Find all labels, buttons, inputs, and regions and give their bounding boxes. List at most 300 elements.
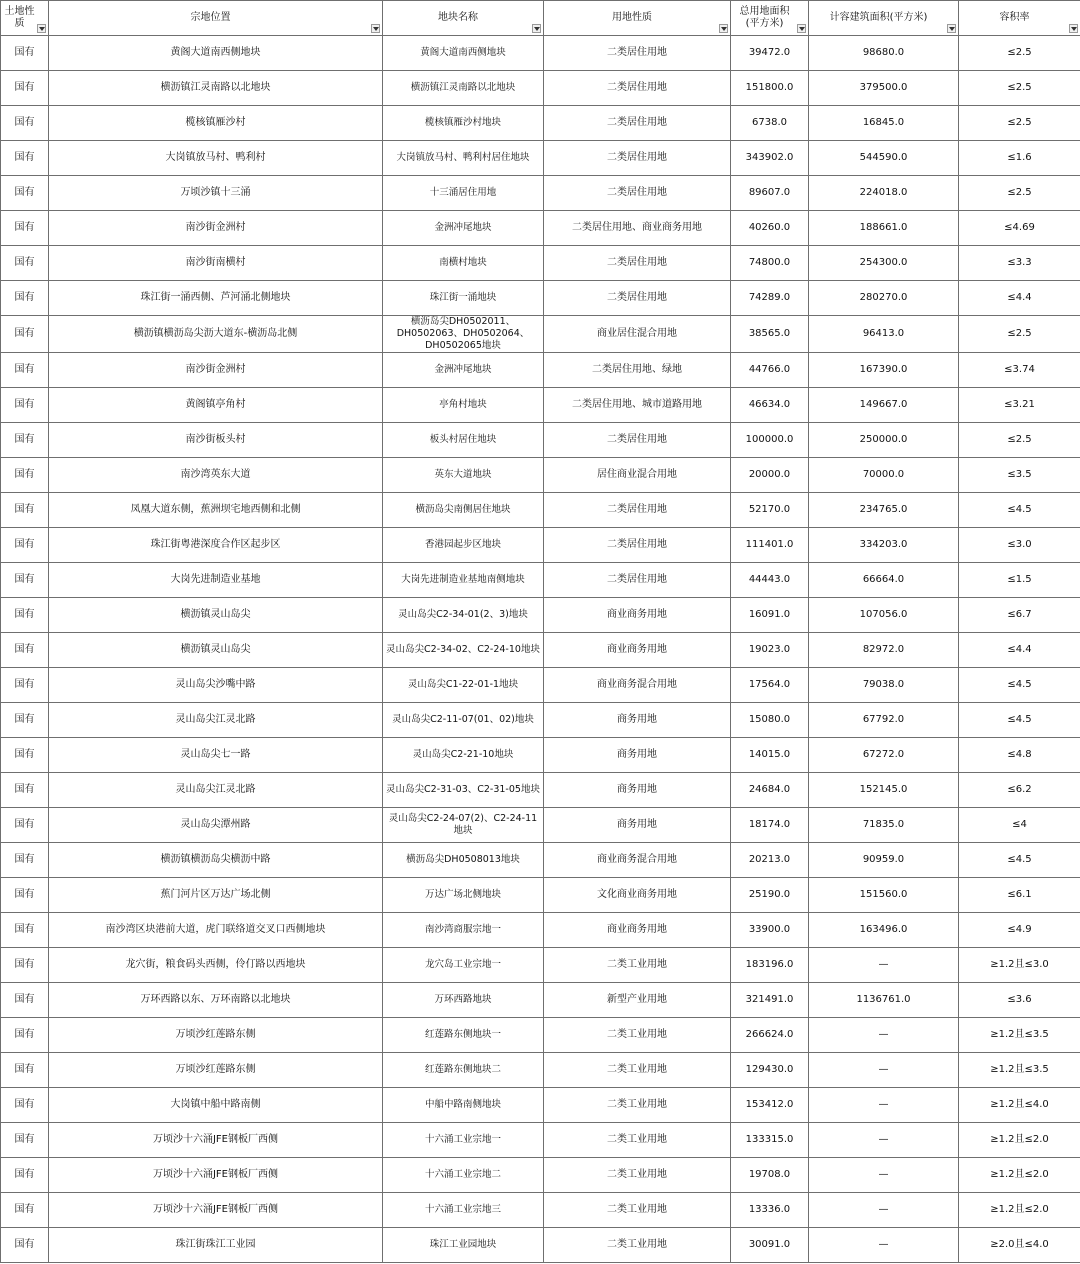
cell-land-use: 二类居住用地、商业商务用地 (544, 211, 731, 246)
header-plot-area (809, 1, 959, 36)
cell-land-nature: 国有 (1, 36, 49, 71)
table-row (1, 773, 1080, 808)
cell-total-area: 15080.0 (731, 703, 809, 738)
table-row (1, 983, 1080, 1018)
cell-parcel-location: 万顷沙十六涌JFE钢板厂西侧 (49, 1123, 383, 1158)
cell-total-area: 19023.0 (731, 633, 809, 668)
cell-parcel-name: 灵山岛尖C2-11-07(01、02)地块 (383, 703, 544, 738)
cell-total-area: 44766.0 (731, 353, 809, 388)
cell-plot-ratio: ≤4 (959, 808, 1080, 843)
cell-land-use: 二类居住用地 (544, 493, 731, 528)
cell-parcel-location: 灵山岛尖潭州路 (49, 808, 383, 843)
table-row (1, 316, 1080, 353)
cell-land-use: 二类居住用地 (544, 141, 731, 176)
cell-plot-ratio: ≤1.5 (959, 563, 1080, 598)
cell-plot-area: 167390.0 (809, 353, 959, 388)
table-row (1, 633, 1080, 668)
cell-total-area: 13336.0 (731, 1193, 809, 1228)
cell-land-nature: 国有 (1, 246, 49, 281)
cell-plot-ratio: ≤6.7 (959, 598, 1080, 633)
cell-plot-area: 71835.0 (809, 808, 959, 843)
cell-plot-area: 70000.0 (809, 458, 959, 493)
cell-parcel-location: 黄阁大道南西侧地块 (49, 36, 383, 71)
cell-land-use: 商务用地 (544, 703, 731, 738)
cell-parcel-location: 南沙街金洲村 (49, 353, 383, 388)
cell-plot-area: 66664.0 (809, 563, 959, 598)
cell-parcel-location: 灵山岛尖江灵北路 (49, 773, 383, 808)
cell-plot-ratio: ≤2.5 (959, 36, 1080, 71)
table-row (1, 1158, 1080, 1193)
table-row (1, 703, 1080, 738)
cell-plot-ratio: ≤3.74 (959, 353, 1080, 388)
table-row (1, 948, 1080, 983)
cell-total-area: 52170.0 (731, 493, 809, 528)
cell-land-use: 二类居住用地、绿地 (544, 353, 731, 388)
filter-dropdown-icon[interactable] (1069, 24, 1078, 33)
cell-plot-ratio: ≤4.5 (959, 668, 1080, 703)
filter-dropdown-icon[interactable] (719, 24, 728, 33)
cell-parcel-location: 珠江街粤港深度合作区起步区 (49, 528, 383, 563)
cell-parcel-name: 红莲路东侧地块一 (383, 1018, 544, 1053)
cell-parcel-name: 金洲冲尾地块 (383, 353, 544, 388)
cell-plot-area: 379500.0 (809, 71, 959, 106)
table-row (1, 458, 1080, 493)
cell-parcel-name: 大岗镇放马村、鸭利村居住地块 (383, 141, 544, 176)
cell-parcel-location: 南沙街板头村 (49, 423, 383, 458)
cell-parcel-name: 香港园起步区地块 (383, 528, 544, 563)
cell-land-use: 二类工业用地 (544, 1018, 731, 1053)
cell-plot-area: — (809, 1158, 959, 1193)
cell-total-area: 38565.0 (731, 316, 809, 353)
table-row (1, 493, 1080, 528)
cell-plot-ratio: ≤2.5 (959, 106, 1080, 141)
cell-parcel-location: 龙穴街，粮食码头西侧，伶仃路以西地块 (49, 948, 383, 983)
table-row (1, 528, 1080, 563)
cell-plot-ratio: ≥1.2且≤2.0 (959, 1123, 1080, 1158)
cell-plot-ratio: ≤3.21 (959, 388, 1080, 423)
cell-plot-area: 250000.0 (809, 423, 959, 458)
cell-parcel-name: 灵山岛尖C2-21-10地块 (383, 738, 544, 773)
cell-parcel-name: 十六涌工业宗地二 (383, 1158, 544, 1193)
cell-plot-ratio: ≤6.2 (959, 773, 1080, 808)
cell-parcel-name: 万环西路地块 (383, 983, 544, 1018)
table-row (1, 36, 1080, 71)
cell-plot-area: 224018.0 (809, 176, 959, 211)
cell-plot-ratio: ≤6.1 (959, 878, 1080, 913)
cell-plot-area: 98680.0 (809, 36, 959, 71)
cell-total-area: 343902.0 (731, 141, 809, 176)
cell-parcel-location: 大岗镇放马村、鸭利村 (49, 141, 383, 176)
cell-total-area: 129430.0 (731, 1053, 809, 1088)
cell-land-use: 商业商务混合用地 (544, 668, 731, 703)
cell-land-use: 二类居住用地 (544, 106, 731, 141)
cell-land-nature: 国有 (1, 176, 49, 211)
cell-plot-area: 544590.0 (809, 141, 959, 176)
cell-plot-area: 163496.0 (809, 913, 959, 948)
cell-parcel-name: 黄阁大道南西侧地块 (383, 36, 544, 71)
cell-land-nature: 国有 (1, 808, 49, 843)
table-row (1, 106, 1080, 141)
cell-land-nature: 国有 (1, 563, 49, 598)
header-label: 容积率 (999, 12, 1030, 23)
cell-plot-area: — (809, 1088, 959, 1123)
cell-total-area: 100000.0 (731, 423, 809, 458)
cell-total-area: 33900.0 (731, 913, 809, 948)
cell-parcel-name: 横沥岛尖DH0508013地块 (383, 843, 544, 878)
cell-land-nature: 国有 (1, 211, 49, 246)
cell-parcel-location: 南沙湾区块港前大道，虎门联络道交叉口西侧地块 (49, 913, 383, 948)
filter-dropdown-icon[interactable] (947, 24, 956, 33)
cell-total-area: 183196.0 (731, 948, 809, 983)
header-label: 地块名称 (438, 12, 478, 23)
table-row (1, 281, 1080, 316)
cell-parcel-name: 榄核镇雁沙村地块 (383, 106, 544, 141)
table-row (1, 913, 1080, 948)
cell-parcel-location: 南沙街金洲村 (49, 211, 383, 246)
cell-plot-area: 151560.0 (809, 878, 959, 913)
cell-plot-area: — (809, 1193, 959, 1228)
cell-plot-area: 1136761.0 (809, 983, 959, 1018)
cell-land-nature: 国有 (1, 913, 49, 948)
cell-parcel-name: 红莲路东侧地块二 (383, 1053, 544, 1088)
cell-plot-ratio: ≤4.9 (959, 913, 1080, 948)
cell-total-area: 44443.0 (731, 563, 809, 598)
cell-land-use: 二类工业用地 (544, 948, 731, 983)
cell-plot-area: 79038.0 (809, 668, 959, 703)
cell-land-nature: 国有 (1, 703, 49, 738)
cell-parcel-name: 灵山岛尖C2-31-03、C2-31-05地块 (383, 773, 544, 808)
cell-parcel-name: 十三涌居住用地 (383, 176, 544, 211)
cell-total-area: 40260.0 (731, 211, 809, 246)
cell-land-nature: 国有 (1, 1053, 49, 1088)
cell-parcel-name: 万达广场北侧地块 (383, 878, 544, 913)
cell-plot-area: 254300.0 (809, 246, 959, 281)
cell-total-area: 14015.0 (731, 738, 809, 773)
cell-plot-area: — (809, 948, 959, 983)
cell-plot-area: 188661.0 (809, 211, 959, 246)
cell-land-nature: 国有 (1, 528, 49, 563)
cell-total-area: 19708.0 (731, 1158, 809, 1193)
cell-land-use: 二类居住用地 (544, 528, 731, 563)
cell-parcel-location: 南沙湾英东大道 (49, 458, 383, 493)
cell-parcel-name: 横沥岛尖DH0502011、DH0502063、DH0502064、DH0502065地块 (383, 316, 544, 353)
cell-total-area: 20213.0 (731, 843, 809, 878)
cell-total-area: 30091.0 (731, 1228, 809, 1263)
cell-land-nature: 国有 (1, 106, 49, 141)
cell-parcel-location: 黄阁镇亭角村 (49, 388, 383, 423)
cell-total-area: 266624.0 (731, 1018, 809, 1053)
cell-land-use: 文化商业商务用地 (544, 878, 731, 913)
cell-plot-area: 67272.0 (809, 738, 959, 773)
cell-plot-ratio: ≥1.2且≤3.0 (959, 948, 1080, 983)
table-row (1, 211, 1080, 246)
cell-plot-ratio: ≥1.2且≤3.5 (959, 1053, 1080, 1088)
table-row (1, 246, 1080, 281)
cell-plot-ratio: ≥2.0且≤4.0 (959, 1228, 1080, 1263)
cell-land-use: 商业商务混合用地 (544, 843, 731, 878)
cell-parcel-location: 横沥镇灵山岛尖 (49, 633, 383, 668)
cell-parcel-location: 万顷沙红莲路东侧 (49, 1018, 383, 1053)
cell-parcel-name: 金洲冲尾地块 (383, 211, 544, 246)
cell-land-use: 商业居住混合用地 (544, 316, 731, 353)
cell-parcel-location: 蕉门河片区万达广场北侧 (49, 878, 383, 913)
cell-parcel-location: 榄核镇雁沙村 (49, 106, 383, 141)
cell-land-nature: 国有 (1, 773, 49, 808)
cell-plot-ratio: ≤3.3 (959, 246, 1080, 281)
cell-total-area: 25190.0 (731, 878, 809, 913)
cell-total-area: 89607.0 (731, 176, 809, 211)
cell-land-nature: 国有 (1, 141, 49, 176)
cell-land-nature: 国有 (1, 633, 49, 668)
cell-plot-ratio: ≤3.6 (959, 983, 1080, 1018)
cell-plot-area: 107056.0 (809, 598, 959, 633)
cell-plot-area: 16845.0 (809, 106, 959, 141)
cell-parcel-name: 大岗先进制造业基地南侧地块 (383, 563, 544, 598)
cell-parcel-location: 万顷沙十六涌JFE钢板厂西侧 (49, 1158, 383, 1193)
cell-plot-ratio: ≤3.5 (959, 458, 1080, 493)
cell-parcel-location: 万顷沙镇十三涌 (49, 176, 383, 211)
cell-land-nature: 国有 (1, 281, 49, 316)
filter-dropdown-icon[interactable] (37, 24, 46, 33)
cell-total-area: 74800.0 (731, 246, 809, 281)
cell-plot-ratio: ≥1.2且≤2.0 (959, 1193, 1080, 1228)
header-label: 用地性质 (612, 12, 652, 23)
cell-land-use: 商务用地 (544, 808, 731, 843)
header-row (1, 1, 1080, 36)
cell-parcel-name: 亭角村地块 (383, 388, 544, 423)
filter-dropdown-icon[interactable] (371, 24, 380, 33)
cell-parcel-location: 灵山岛尖七一路 (49, 738, 383, 773)
header-plot-ratio (959, 1, 1080, 36)
cell-total-area: 133315.0 (731, 1123, 809, 1158)
table-row (1, 1018, 1080, 1053)
cell-plot-area: — (809, 1123, 959, 1158)
cell-plot-ratio: ≥1.2且≤4.0 (959, 1088, 1080, 1123)
table-row (1, 1228, 1080, 1263)
cell-plot-ratio: ≤4.4 (959, 633, 1080, 668)
cell-plot-ratio: ≤4.4 (959, 281, 1080, 316)
cell-plot-ratio: ≤2.5 (959, 71, 1080, 106)
cell-total-area: 151800.0 (731, 71, 809, 106)
cell-plot-area: 234765.0 (809, 493, 959, 528)
cell-total-area: 6738.0 (731, 106, 809, 141)
table-row (1, 1123, 1080, 1158)
header-label: 土地性质 (4, 6, 35, 29)
cell-land-use: 商业商务用地 (544, 913, 731, 948)
cell-land-use: 二类居住用地 (544, 71, 731, 106)
cell-land-use: 二类工业用地 (544, 1228, 731, 1263)
filter-dropdown-icon[interactable] (797, 24, 806, 33)
cell-land-use: 二类居住用地 (544, 246, 731, 281)
cell-parcel-location: 万顷沙十六涌JFE钢板厂西侧 (49, 1193, 383, 1228)
cell-land-nature: 国有 (1, 71, 49, 106)
cell-plot-area: — (809, 1053, 959, 1088)
table-row (1, 1088, 1080, 1123)
cell-plot-ratio: ≥1.2且≤3.5 (959, 1018, 1080, 1053)
cell-parcel-name: 板头村居住地块 (383, 423, 544, 458)
cell-plot-ratio: ≤4.8 (959, 738, 1080, 773)
cell-plot-ratio: ≥1.2且≤2.0 (959, 1158, 1080, 1193)
cell-land-nature: 国有 (1, 843, 49, 878)
table-row (1, 1053, 1080, 1088)
cell-parcel-name: 横沥镇江灵南路以北地块 (383, 71, 544, 106)
cell-parcel-name: 灵山岛尖C2-34-02、C2-24-10地块 (383, 633, 544, 668)
cell-total-area: 20000.0 (731, 458, 809, 493)
cell-parcel-location: 大岗镇中船中路南侧 (49, 1088, 383, 1123)
table-body (1, 36, 1080, 1263)
table-row (1, 141, 1080, 176)
table-row (1, 176, 1080, 211)
cell-parcel-name: 珠江街一涌地块 (383, 281, 544, 316)
cell-parcel-location: 横沥镇横沥岛尖横沥中路 (49, 843, 383, 878)
cell-plot-area: — (809, 1018, 959, 1053)
cell-parcel-location: 珠江街一涌西侧、芦河涌北侧地块 (49, 281, 383, 316)
table-row (1, 878, 1080, 913)
cell-land-nature: 国有 (1, 878, 49, 913)
cell-plot-area: 149667.0 (809, 388, 959, 423)
cell-land-nature: 国有 (1, 1193, 49, 1228)
cell-land-use: 商务用地 (544, 738, 731, 773)
cell-plot-area: 82972.0 (809, 633, 959, 668)
cell-land-use: 二类工业用地 (544, 1088, 731, 1123)
cell-land-use: 商务用地 (544, 773, 731, 808)
cell-land-use: 商业商务用地 (544, 598, 731, 633)
cell-parcel-location: 南沙街南横村 (49, 246, 383, 281)
header-parcel-name (383, 1, 544, 36)
cell-parcel-name: 横沥岛尖南侧居住地块 (383, 493, 544, 528)
table-row (1, 423, 1080, 458)
table-row (1, 843, 1080, 878)
table-row (1, 668, 1080, 703)
cell-land-nature: 国有 (1, 598, 49, 633)
table-row (1, 353, 1080, 388)
cell-parcel-location: 灵山岛尖江灵北路 (49, 703, 383, 738)
header-label: 计容建筑面积(平方米) (829, 12, 928, 23)
cell-plot-area: 152145.0 (809, 773, 959, 808)
cell-parcel-name: 龙穴岛工业宗地一 (383, 948, 544, 983)
cell-parcel-location: 横沥镇灵山岛尖 (49, 598, 383, 633)
cell-parcel-location: 万环西路以东、万环南路以北地块 (49, 983, 383, 1018)
table-row (1, 1193, 1080, 1228)
cell-land-nature: 国有 (1, 388, 49, 423)
header-label: 总用地面积(平方米) (739, 6, 790, 29)
cell-plot-ratio: ≤4.5 (959, 493, 1080, 528)
cell-land-nature: 国有 (1, 353, 49, 388)
cell-parcel-name: 灵山岛尖C2-34-01(2、3)地块 (383, 598, 544, 633)
cell-parcel-location: 灵山岛尖沙嘴中路 (49, 668, 383, 703)
cell-land-use: 二类居住用地 (544, 563, 731, 598)
cell-parcel-name: 十六涌工业宗地三 (383, 1193, 544, 1228)
cell-land-use: 二类居住用地 (544, 176, 731, 211)
cell-parcel-location: 万顷沙红莲路东侧 (49, 1053, 383, 1088)
cell-parcel-name: 十六涌工业宗地一 (383, 1123, 544, 1158)
cell-land-nature: 国有 (1, 458, 49, 493)
cell-parcel-location: 横沥镇江灵南路以北地块 (49, 71, 383, 106)
cell-land-nature: 国有 (1, 983, 49, 1018)
cell-land-use: 二类居住用地 (544, 281, 731, 316)
cell-plot-area: 90959.0 (809, 843, 959, 878)
header-total-area (731, 1, 809, 36)
table-row (1, 388, 1080, 423)
cell-land-use: 商业商务用地 (544, 633, 731, 668)
cell-land-nature: 国有 (1, 1228, 49, 1263)
header-land-use (544, 1, 731, 36)
cell-land-nature: 国有 (1, 1158, 49, 1193)
cell-land-use: 二类工业用地 (544, 1123, 731, 1158)
table-row (1, 808, 1080, 843)
cell-land-nature: 国有 (1, 1088, 49, 1123)
cell-land-use: 居住商业混合用地 (544, 458, 731, 493)
cell-plot-area: 67792.0 (809, 703, 959, 738)
cell-plot-area: 96413.0 (809, 316, 959, 353)
cell-plot-area: — (809, 1228, 959, 1263)
cell-parcel-location: 大岗先进制造业基地 (49, 563, 383, 598)
cell-plot-ratio: ≤2.5 (959, 316, 1080, 353)
cell-parcel-location: 凤凰大道东侧，蕉洲坝宅地西侧和北侧 (49, 493, 383, 528)
cell-total-area: 153412.0 (731, 1088, 809, 1123)
cell-land-use: 二类居住用地 (544, 423, 731, 458)
cell-plot-ratio: ≤2.5 (959, 423, 1080, 458)
cell-parcel-name: 南沙湾商服宗地一 (383, 913, 544, 948)
cell-plot-ratio: ≤4.69 (959, 211, 1080, 246)
cell-parcel-name: 灵山岛尖C2-24-07(2)、C2-24-11地块 (383, 808, 544, 843)
cell-land-use: 二类居住用地 (544, 36, 731, 71)
cell-parcel-name: 灵山岛尖C1-22-01-1地块 (383, 668, 544, 703)
cell-land-nature: 国有 (1, 1018, 49, 1053)
cell-total-area: 111401.0 (731, 528, 809, 563)
cell-total-area: 46634.0 (731, 388, 809, 423)
cell-land-nature: 国有 (1, 668, 49, 703)
cell-land-use: 新型产业用地 (544, 983, 731, 1018)
cell-land-nature: 国有 (1, 493, 49, 528)
cell-total-area: 321491.0 (731, 983, 809, 1018)
header-land-nature (1, 1, 49, 36)
table-row (1, 598, 1080, 633)
cell-plot-ratio: ≤1.6 (959, 141, 1080, 176)
table-row (1, 71, 1080, 106)
cell-total-area: 39472.0 (731, 36, 809, 71)
cell-total-area: 16091.0 (731, 598, 809, 633)
cell-plot-area: 334203.0 (809, 528, 959, 563)
cell-total-area: 17564.0 (731, 668, 809, 703)
cell-total-area: 24684.0 (731, 773, 809, 808)
cell-land-nature: 国有 (1, 316, 49, 353)
cell-plot-area: 280270.0 (809, 281, 959, 316)
cell-land-nature: 国有 (1, 1123, 49, 1158)
cell-parcel-location: 珠江街珠江工业园 (49, 1228, 383, 1263)
cell-parcel-name: 珠江工业园地块 (383, 1228, 544, 1263)
cell-land-use: 二类工业用地 (544, 1053, 731, 1088)
cell-land-use: 二类居住用地、城市道路用地 (544, 388, 731, 423)
cell-land-nature: 国有 (1, 738, 49, 773)
cell-land-use: 二类工业用地 (544, 1193, 731, 1228)
header-parcel-location (49, 1, 383, 36)
cell-plot-ratio: ≤3.0 (959, 528, 1080, 563)
table-row (1, 563, 1080, 598)
cell-land-use: 二类工业用地 (544, 1158, 731, 1193)
filter-dropdown-icon[interactable] (532, 24, 541, 33)
cell-parcel-name: 南横村地块 (383, 246, 544, 281)
cell-plot-ratio: ≤2.5 (959, 176, 1080, 211)
cell-land-nature: 国有 (1, 948, 49, 983)
table-row (1, 738, 1080, 773)
cell-parcel-name: 英东大道地块 (383, 458, 544, 493)
cell-total-area: 18174.0 (731, 808, 809, 843)
cell-land-nature: 国有 (1, 423, 49, 458)
cell-total-area: 74289.0 (731, 281, 809, 316)
cell-parcel-location: 横沥镇横沥岛尖沥大道东-横沥岛北侧 (49, 316, 383, 353)
header-label: 宗地位置 (190, 12, 231, 23)
